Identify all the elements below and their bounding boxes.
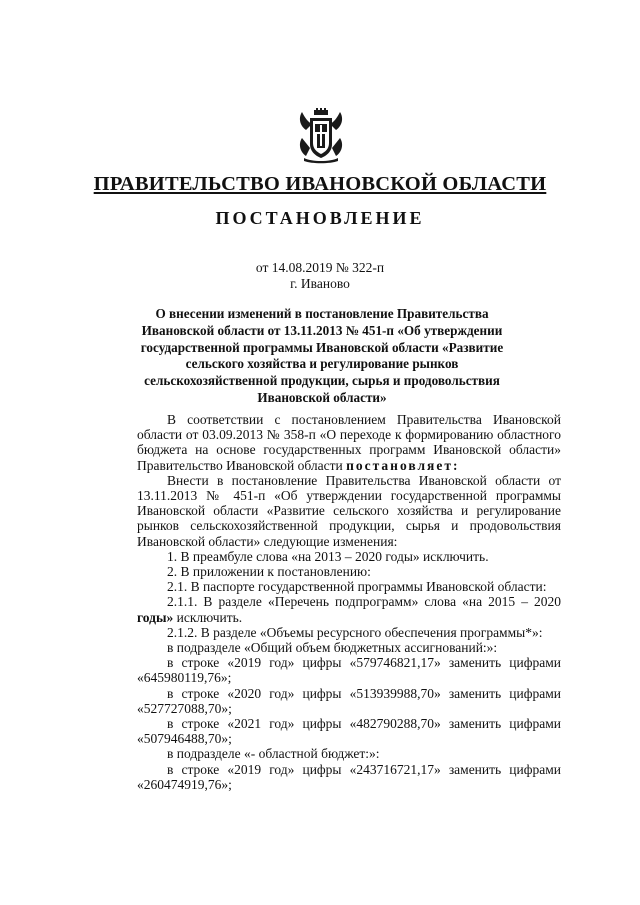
bold-word: годы» [137, 609, 174, 625]
resolves-keyword: постановляет: [346, 457, 460, 473]
body-paragraph-text: В соответствии с постановлением Правительства Ивановской области от 03.09.2013 № 358-п «О переходе к формированию областного бюджета на основе государственных программ Ивановской области» Правительство Ивановской области [137, 412, 561, 473]
coat-of-arms-emblem [296, 108, 346, 164]
date-number-line: от 14.08.2019 № 322-п [255, 260, 385, 275]
body-paragraph: в подразделе «Общий объем бюджетных ассигнований:»: [167, 640, 498, 656]
body-paragraph: в подразделе «- областной бюджет:»: [167, 746, 380, 762]
body-paragraph [137, 594, 561, 624]
body-paragraph [137, 412, 561, 473]
document-subject: О внесении изменений в постановление Правительства Ивановской области от 13.11.2013 № 451-п «Об утверждении государственной программы Ивановской области «Развитие сельского хозяйства и регулирование рынков сельскохозяйственной продукции, сырья и продовольствия Ивановской области» [140, 306, 504, 405]
body-paragraph: Внести в постановление Правительства Ивановской области от 13.11.2013 № 451-п «Об утверждении государственной программы Ивановской области «Развитие сельского хозяйства и регулирование рынков сельскохозяйственной продукции, сырья и продовольствия Ивановской области» следующие изменения: [137, 472, 561, 549]
body-paragraph: в строке «2019 год» цифры «243716721,17» заменить цифрами «260474919,76»; [137, 761, 561, 792]
body-paragraph-text: исключить. [173, 609, 243, 625]
body-paragraph: в строке «2020 год» цифры «513939988,70» заменить цифрами «527727088,70»; [137, 685, 561, 716]
body-paragraph: 1. В преамбуле слова «на 2013 – 2020 годы» исключить. [167, 548, 489, 564]
body-paragraph: в строке «2019 год» цифры «579746821,17» заменить цифрами «645980119,76»; [137, 655, 561, 686]
body-paragraph: в строке «2021 год» цифры «482790288,70» заменить цифрами «507946488,70»; [137, 716, 561, 747]
document-type-heading: ПОСТАНОВЛЕНИЕ [215, 208, 425, 228]
body-paragraph-text: 2.1.1. В разделе «Перечень подпрограмм» слова «на 2015 – 2020 [167, 594, 561, 610]
city-line: г. Иваново [290, 276, 350, 291]
body-paragraph: 2.1. В паспорте государственной программы Ивановской области: [167, 579, 547, 595]
document-body [137, 412, 561, 792]
government-title: ПРАВИТЕЛЬСТВО ИВАНОВСКОЙ ОБЛАСТИ [93, 173, 547, 195]
body-paragraph: 2. В приложении к постановлению: [167, 564, 371, 580]
body-paragraph: 2.1.2. В разделе «Объемы ресурсного обеспечения программы*»: [167, 624, 543, 640]
